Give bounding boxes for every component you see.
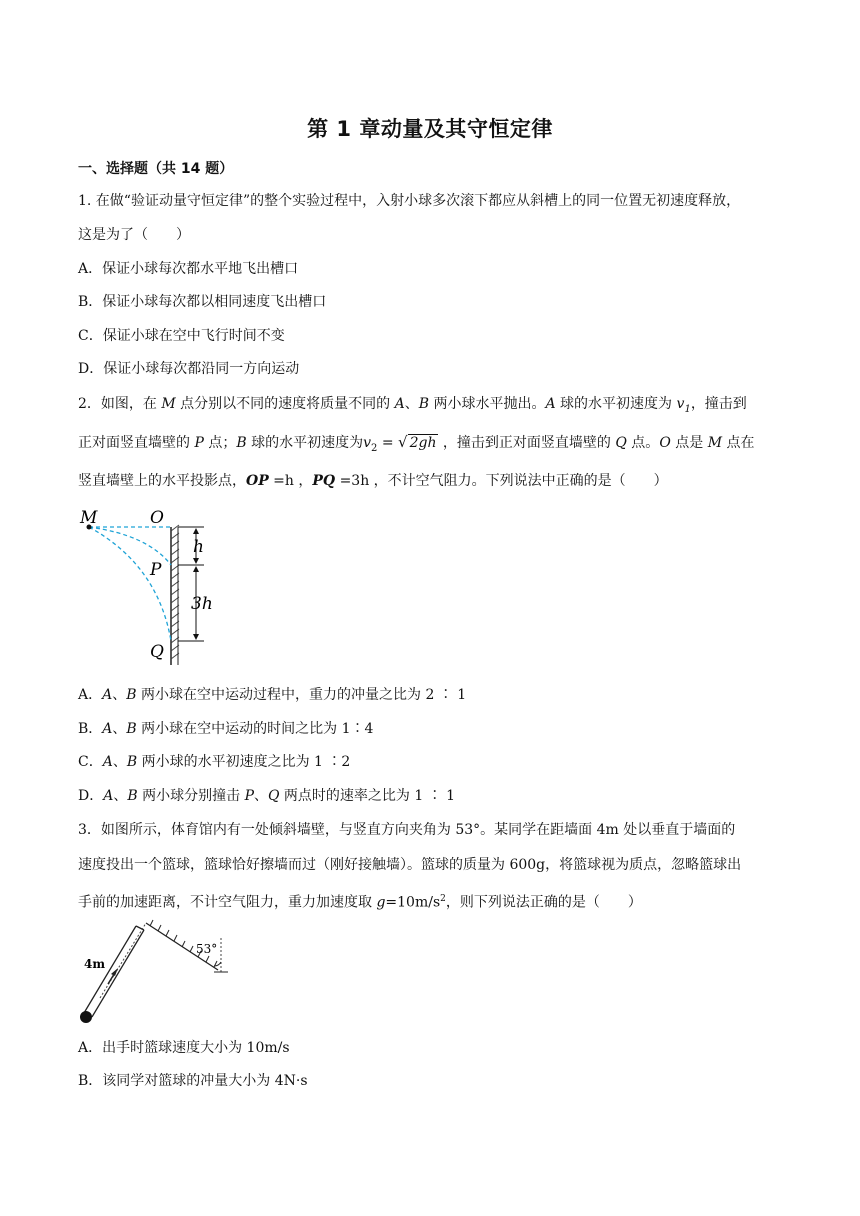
q1-option-a: A．保证小球每次都水平地飞出槽口 [78,261,299,277]
label-o: O [150,508,164,528]
angle-label: 53° [196,942,218,956]
label-q: Q [150,642,164,662]
q3-option-b: B．该同学对篮球的冲量大小为 4N·s [78,1073,308,1089]
label-h: h [193,537,204,557]
sqrt-radicand: 2gh [409,435,437,451]
q1-option-d: D．保证小球每次都沿同一方向运动 [78,361,300,377]
q1-option-c: C．保证小球在空中飞行时间不变 [78,328,285,344]
arrow-shaft [108,971,116,984]
q1-option-b: B．保证小球每次都以相同速度飞出槽口 [78,294,327,310]
q2-stem-line2: 正对面竖直墙壁的 P 点；B 球的水平初速度为$v_2$ = √ 2gh ，撞击到正对面竖直墙壁的 Q 点。O 点是 M 点在 [78,433,755,454]
q3-stem-line1: 3．如图所示，体育馆内有一处倾斜墙壁，与竖直方向夹角为 53°。某同学在距墙面 4m 处以垂直于墙面的 [78,822,736,838]
basketball-dot [80,1011,92,1023]
q2-option-a: A．A、B 两小球在空中运动过程中，重力的冲量之比为 2 ∶ 1 [78,687,467,703]
q3-basketball-figure [78,918,238,1028]
q2-projectile-figure [78,505,228,670]
q2-option-c: C．A、B 两小球的水平初速度之比为 1 ∶2 [78,754,351,770]
sqrt-symbol: √ [398,433,408,451]
q2-stem-line1: 2．如图，在 M 点分别以不同的速度将质量不同的 A、B 两小球水平抛出。A 球的水平初速度为 $v_1$，撞击到 [78,396,747,415]
label-3h: 3h [191,594,213,614]
q2-option-d: D．A、B 两小球分别撞击 P、Q 两点时的速率之比为 1 ∶ 1 [78,788,456,804]
q2-stem-line3: 竖直墙壁上的水平投影点，OP =h ，PQ =3h ，不计空气阻力。下列说法中正确的是（ ） [78,473,668,489]
trajectory-line [100,923,146,998]
distance-label: 4m [84,957,106,971]
trajectories [89,527,171,641]
section-heading: 一、选择题（共 14 题） [78,161,234,177]
q1-stem-line1: 1. 在做“验证动量守恒定律”的整个实验过程中，入射小球多次滚下都应从斜槽上的同一位置无初速度释放， [78,193,741,209]
page-title: 第 1 章动量及其守恒定律 [307,117,553,141]
q3-stem-line3: 手前的加速距离，不计空气阻力，重力加速度取 $g=10m/s^2$，则下列说法正确的是（ ） [78,894,642,911]
v2-symbol: v [363,435,371,451]
q3-option-a: A．出手时篮球速度大小为 10m/s [78,1040,290,1056]
q2-option-b: B．A、B 两小球在空中运动的时间之比为 1∶4 [78,721,374,737]
wall-hatching [171,525,179,665]
q3-stem-line2: 速度投出一个篮球，篮球恰好擦墙而过（刚好接触墙）。篮球的质量为 600g，将篮球视为质点，忽略篮球出 [78,857,742,873]
label-p: P [150,560,162,580]
q1-stem-line2: 这是为了（ ） [78,227,190,243]
label-m: M [80,508,98,528]
